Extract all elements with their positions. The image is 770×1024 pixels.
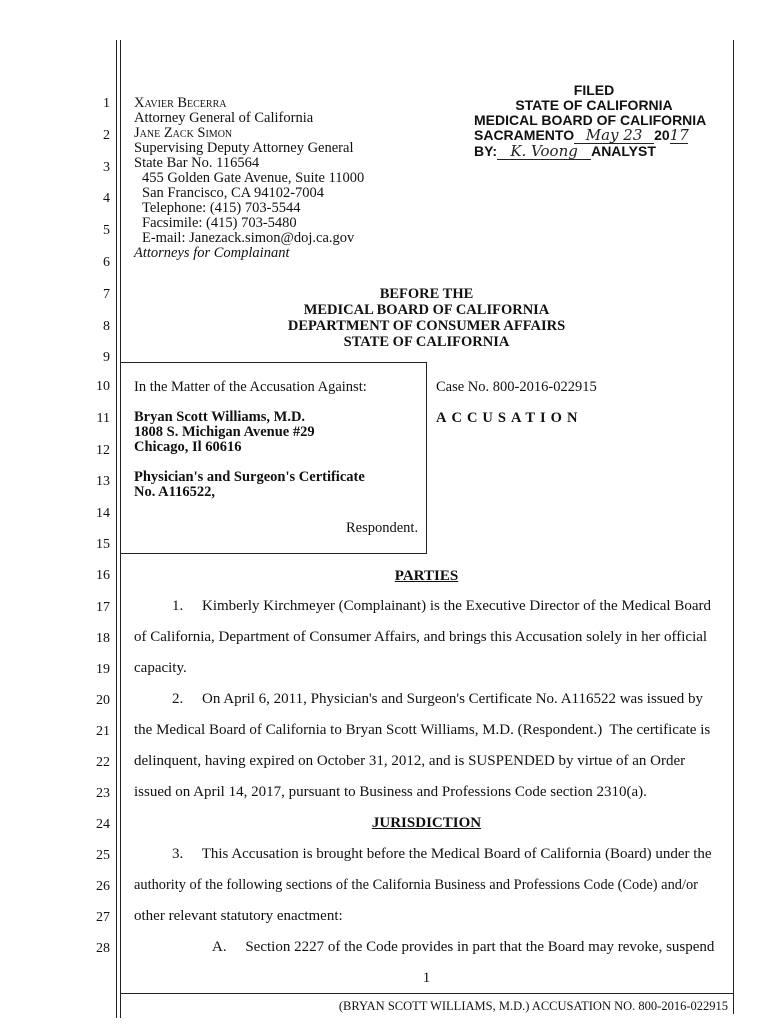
line-number: 6 — [103, 255, 110, 270]
paragraph-3-line-2: authority of the following sections of the California Business and Professions Code (Code) and/or — [134, 877, 698, 893]
line-number: 20 — [96, 693, 110, 708]
address-line-1: 455 Golden Gate Avenue, Suite 11000 — [142, 170, 365, 186]
respondent-address-2: Chicago, Il 60616 — [134, 439, 242, 455]
caption-bottom-rule — [120, 553, 427, 554]
line-number: 25 — [96, 848, 110, 863]
heading-department: DEPARTMENT OF CONSUMER AFFAIRS — [287, 318, 566, 334]
line-number: 18 — [96, 631, 110, 646]
line-number: 17 — [96, 600, 110, 615]
stamp-by-line — [474, 144, 714, 160]
paragraph-2-line-4: issued on April 14, 2017, pursuant to Business and Professions Code section 2310(a). — [134, 784, 647, 800]
attorney-role: Attorneys for Complainant — [134, 245, 290, 261]
line-number: 5 — [103, 223, 110, 238]
line-number: 12 — [96, 443, 110, 458]
facsimile: Facsimile: (415) 703-5480 — [142, 215, 297, 231]
stamp-date-field — [574, 128, 654, 144]
line-number: 24 — [96, 817, 110, 832]
line-number: 11 — [96, 411, 110, 426]
left-margin-rule-2 — [120, 40, 121, 1018]
certificate-line-2: No. A116522, — [134, 484, 215, 500]
left-margin-rule-1 — [116, 40, 117, 1018]
caption-matter: In the Matter of the Accusation Against: — [134, 379, 367, 395]
stamp-year-field — [670, 128, 688, 144]
line-number: 16 — [96, 568, 110, 583]
paragraph-1-line-3: capacity. — [134, 660, 187, 676]
stamp-signature-field — [497, 144, 591, 160]
telephone: Telephone: (415) 703-5544 — [142, 200, 301, 216]
right-margin-rule — [733, 40, 734, 1014]
stamp-handwritten-year: 17 — [669, 126, 689, 144]
heading-state: STATE OF CALIFORNIA — [343, 334, 510, 350]
filed-stamp — [474, 83, 714, 160]
case-number: Case No. 800-2016-022915 — [436, 379, 597, 395]
line-number: 22 — [96, 755, 110, 770]
email: E-mail: Janezack.simon@doj.ca.gov — [142, 230, 355, 246]
paragraph-2-line-3: delinquent, having expired on October 31, 2012, and is SUSPENDED by virtue of an Order — [134, 753, 686, 769]
line-number: 9 — [103, 350, 110, 365]
paragraph-2-line-2: the Medical Board of California to Bryan Scott Williams, M.D. (Respondent.) The certificate is — [134, 722, 711, 738]
respondent-name: Bryan Scott Williams, M.D. — [134, 409, 306, 425]
caption-left — [134, 380, 367, 500]
certificate-line-1: Physician's and Surgeon's Certificate — [134, 469, 365, 485]
bar-number: State Bar No. 116564 — [134, 155, 260, 171]
heading-board: MEDICAL BOARD OF CALIFORNIA — [303, 302, 550, 318]
line-number: 26 — [96, 879, 110, 894]
stamp-sacramento-label: SACRAMENTO — [474, 127, 575, 143]
deputy-title: Supervising Deputy Attorney General — [134, 140, 354, 156]
paragraph-2-line-1: 2. On April 6, 2011, Physician's and Surgeon's Certificate No. A116522 was issued by — [172, 691, 704, 707]
caption-top-rule — [120, 362, 427, 363]
line-number: 15 — [96, 537, 110, 552]
line-number: 8 — [103, 319, 110, 334]
paragraph-1-line-1: 1. Kimberly Kirchmeyer (Complainant) is the Executive Director of the Medical Board — [172, 598, 711, 614]
deputy-name: Jane Zack Simon — [134, 125, 233, 141]
footer-caption: (BRYAN SCOTT WILLIAMS, M.D.) ACCUSATION NO. 800-2016-022915 — [338, 999, 728, 1013]
line-number: 3 — [103, 160, 110, 175]
line-number: 2 — [103, 128, 110, 143]
line-number: 27 — [96, 910, 110, 925]
respondent-label: Respondent. — [346, 520, 419, 536]
document-type: ACCUSATION — [436, 410, 583, 426]
paragraph-3-line-1: 3. This Accusation is brought before the Medical Board of California (Board) under the — [172, 846, 712, 862]
paragraph-a-line-1: A. Section 2227 of the Code provides in part that the Board may revoke, suspend — [212, 939, 715, 955]
attorney-block — [134, 96, 364, 261]
section-heading-parties: PARTIES — [394, 568, 459, 584]
respondent-address-1: 1808 S. Michigan Avenue #29 — [134, 424, 315, 440]
line-number: 23 — [96, 786, 110, 801]
line-number: 4 — [103, 191, 110, 206]
caption-divider — [426, 362, 427, 553]
line-number: 19 — [96, 662, 110, 677]
footer-rule — [120, 993, 733, 994]
paragraph-1-line-2: of California, Department of Consumer Affairs, and brings this Accusation solely in her official — [134, 629, 708, 645]
stamp-state: STATE OF CALIFORNIA — [515, 97, 673, 113]
line-number: 7 — [103, 287, 110, 302]
heading-before-the: BEFORE THE — [379, 286, 474, 302]
stamp-board: MEDICAL BOARD OF CALIFORNIA — [474, 112, 707, 128]
line-number: 28 — [96, 941, 110, 956]
line-number: 14 — [96, 506, 110, 521]
line-number: 10 — [96, 379, 110, 394]
stamp-year-prefix: 20 — [654, 127, 670, 143]
stamp-by-label: BY: — [474, 143, 498, 159]
line-number: 21 — [96, 724, 110, 739]
stamp-analyst-label: ANALYST — [591, 143, 656, 159]
stamp-handwritten-signature: K. Voong — [510, 142, 578, 160]
paragraph-3-line-3: other relevant statutory enactment: — [134, 908, 343, 924]
stamp-filed: FILED — [573, 82, 615, 98]
page-number: 1 — [422, 970, 431, 986]
stamp-handwritten-date: May 23 — [585, 126, 643, 144]
section-heading-jurisdiction: JURISDICTION — [371, 815, 482, 831]
attorney-general-title: Attorney General of California — [134, 110, 314, 126]
line-number: 13 — [96, 474, 110, 489]
line-number: 1 — [103, 96, 110, 111]
tribunal-heading — [120, 286, 733, 350]
address-line-2: San Francisco, CA 94102-7004 — [142, 185, 325, 201]
attorney-general-name: Xavier Becerra — [134, 95, 227, 111]
